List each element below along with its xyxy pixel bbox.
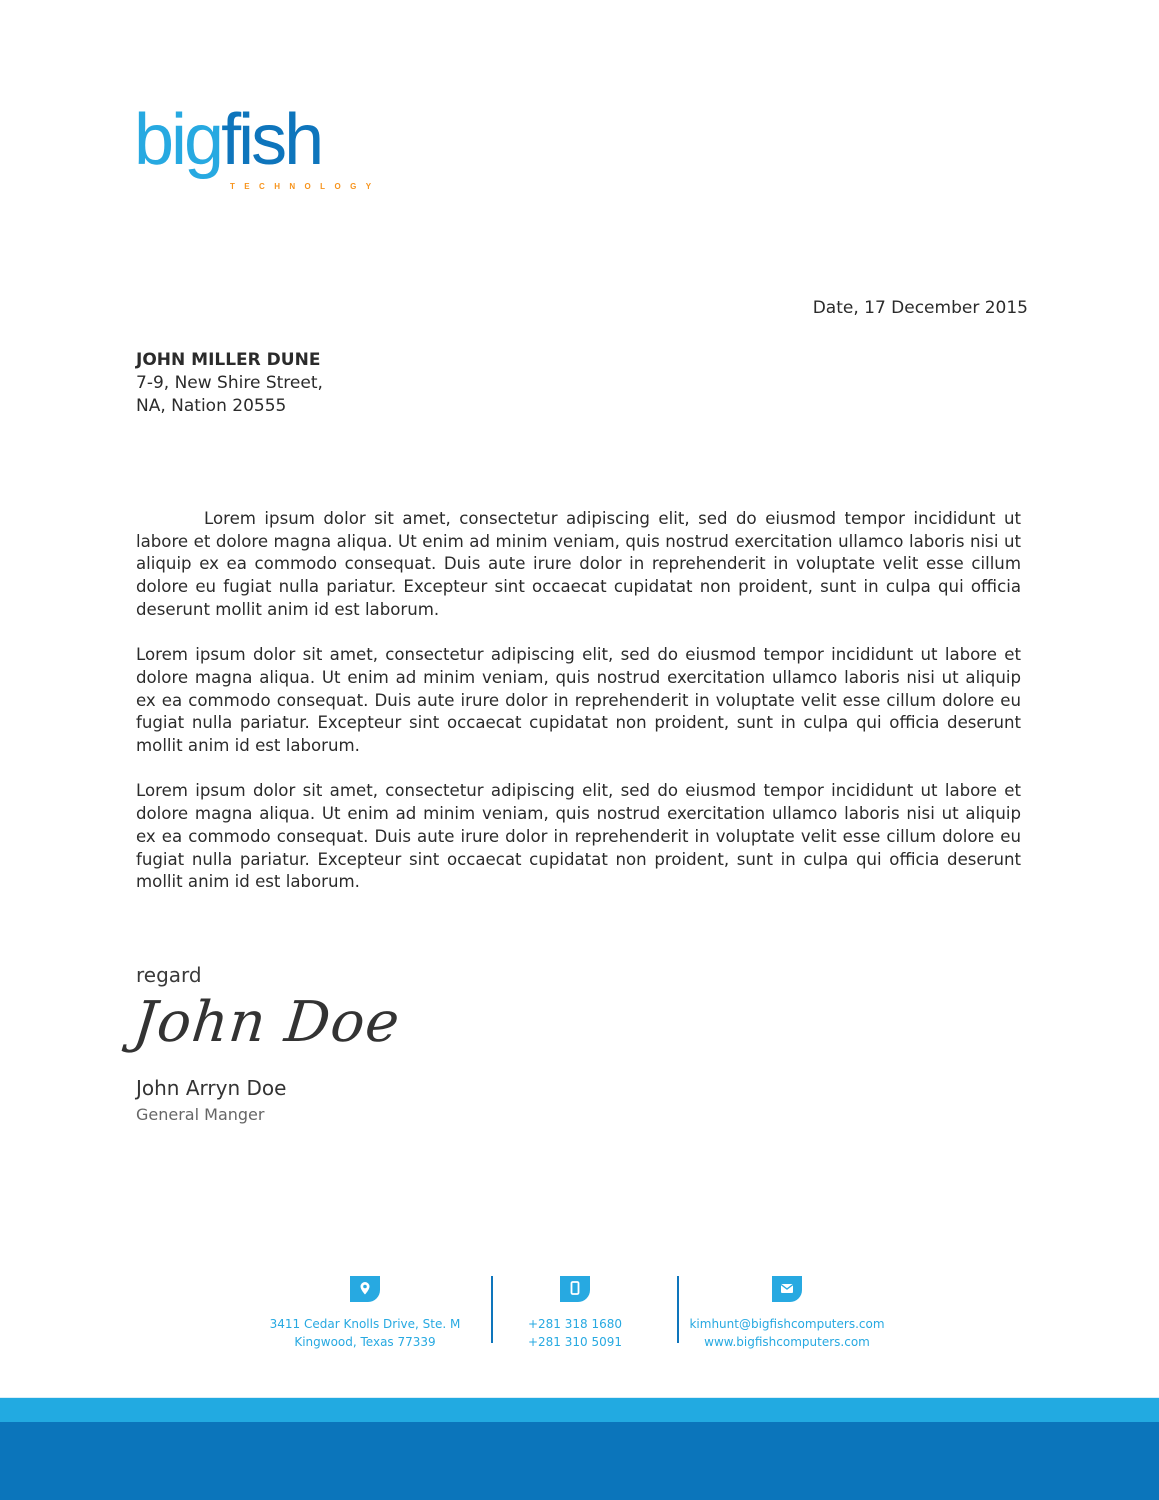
footer-divider	[677, 1276, 679, 1343]
company-logo	[134, 100, 381, 198]
logo-word-fish: fish	[221, 100, 322, 180]
website-link[interactable]: www.bigfishcomputers.com	[704, 1335, 870, 1349]
handwritten-signature: John Doe	[130, 990, 404, 1055]
phone-number[interactable]: +281 310 5091	[527, 1335, 623, 1349]
letter-date: Date, 17 December 2015	[812, 298, 1028, 318]
body-paragraph: Lorem ipsum dolor sit amet, consectetur adipiscing elit, sed do eiusmod tempor incididunt ut labore et dolore magna aliqua. Ut enim ad minim veniam, quis nostrud exercitation ullamco laboris nisi ut aliquip ex ea commodo consequat. Duis aute irure dolor in reprehenderit in voluptate velit esse cillum dolore eu fugiat nulla pariatur. Excepteur sint occaecat cupidatat non proident, sunt in culpa qui officia deserunt mollit anim id est laborum.	[136, 781, 1021, 892]
recipient-address-line1: 7-9, New Shire Street,	[136, 373, 323, 393]
closing-salutation: regard	[136, 963, 202, 987]
recipient-address-line2: NA, Nation 20555	[136, 396, 287, 416]
contact-address	[260, 1276, 470, 1351]
logo-word-big: big	[134, 100, 222, 180]
recipient-name: JOHN MILLER DUNE	[136, 350, 321, 370]
address-line: Kingwood, Texas 77339	[294, 1335, 436, 1349]
contact-email-web	[682, 1276, 892, 1351]
email-link[interactable]: kimhunt@bigfishcomputers.com	[689, 1317, 885, 1331]
contact-phone	[500, 1276, 650, 1351]
signer-title: General Manger	[136, 1105, 265, 1124]
footer-divider	[491, 1276, 493, 1343]
logo-tagline: TECHNOLOGY	[230, 182, 381, 191]
letter-body	[136, 508, 1021, 917]
logo-wordmark	[134, 100, 322, 180]
recipient-block	[136, 349, 323, 418]
body-paragraph: Lorem ipsum dolor sit amet, consectetur adipiscing elit, sed do eiusmod tempor incididunt ut labore et dolore magna aliqua. Ut enim ad minim veniam, quis nostrud exercitation ullamco laboris nisi ut aliquip ex ea commodo consequat. Duis aute irure dolor in reprehenderit in voluptate velit esse cillum dolore eu fugiat nulla pariatur. Excepteur sint occaecat cupidatat non proident, sunt in culpa qui officia deserunt mollit anim id est laborum.	[136, 645, 1021, 756]
envelope-icon	[772, 1276, 802, 1302]
location-pin-icon	[350, 1276, 380, 1302]
signer-name: John Arryn Doe	[136, 1076, 287, 1100]
mobile-phone-icon	[560, 1276, 590, 1302]
footer-band-light	[0, 1397, 1159, 1423]
footer-band-dark	[0, 1422, 1159, 1500]
phone-number[interactable]: +281 318 1680	[527, 1317, 623, 1331]
body-paragraph: Lorem ipsum dolor sit amet, consectetur adipiscing elit, sed do eiusmod tempor incididunt ut labore et dolore magna aliqua. Ut enim ad minim veniam, quis nostrud exercitation ullamco laboris nisi ut aliquip ex ea commodo consequat. Duis aute irure dolor in reprehenderit in voluptate velit esse cillum dolore eu fugiat nulla pariatur. Excepteur sint occaecat cupidatat non proident, sunt in culpa qui officia deserunt mollit anim id est laborum.	[136, 509, 1021, 619]
address-line: 3411 Cedar Knolls Drive, Ste. M	[269, 1317, 461, 1331]
